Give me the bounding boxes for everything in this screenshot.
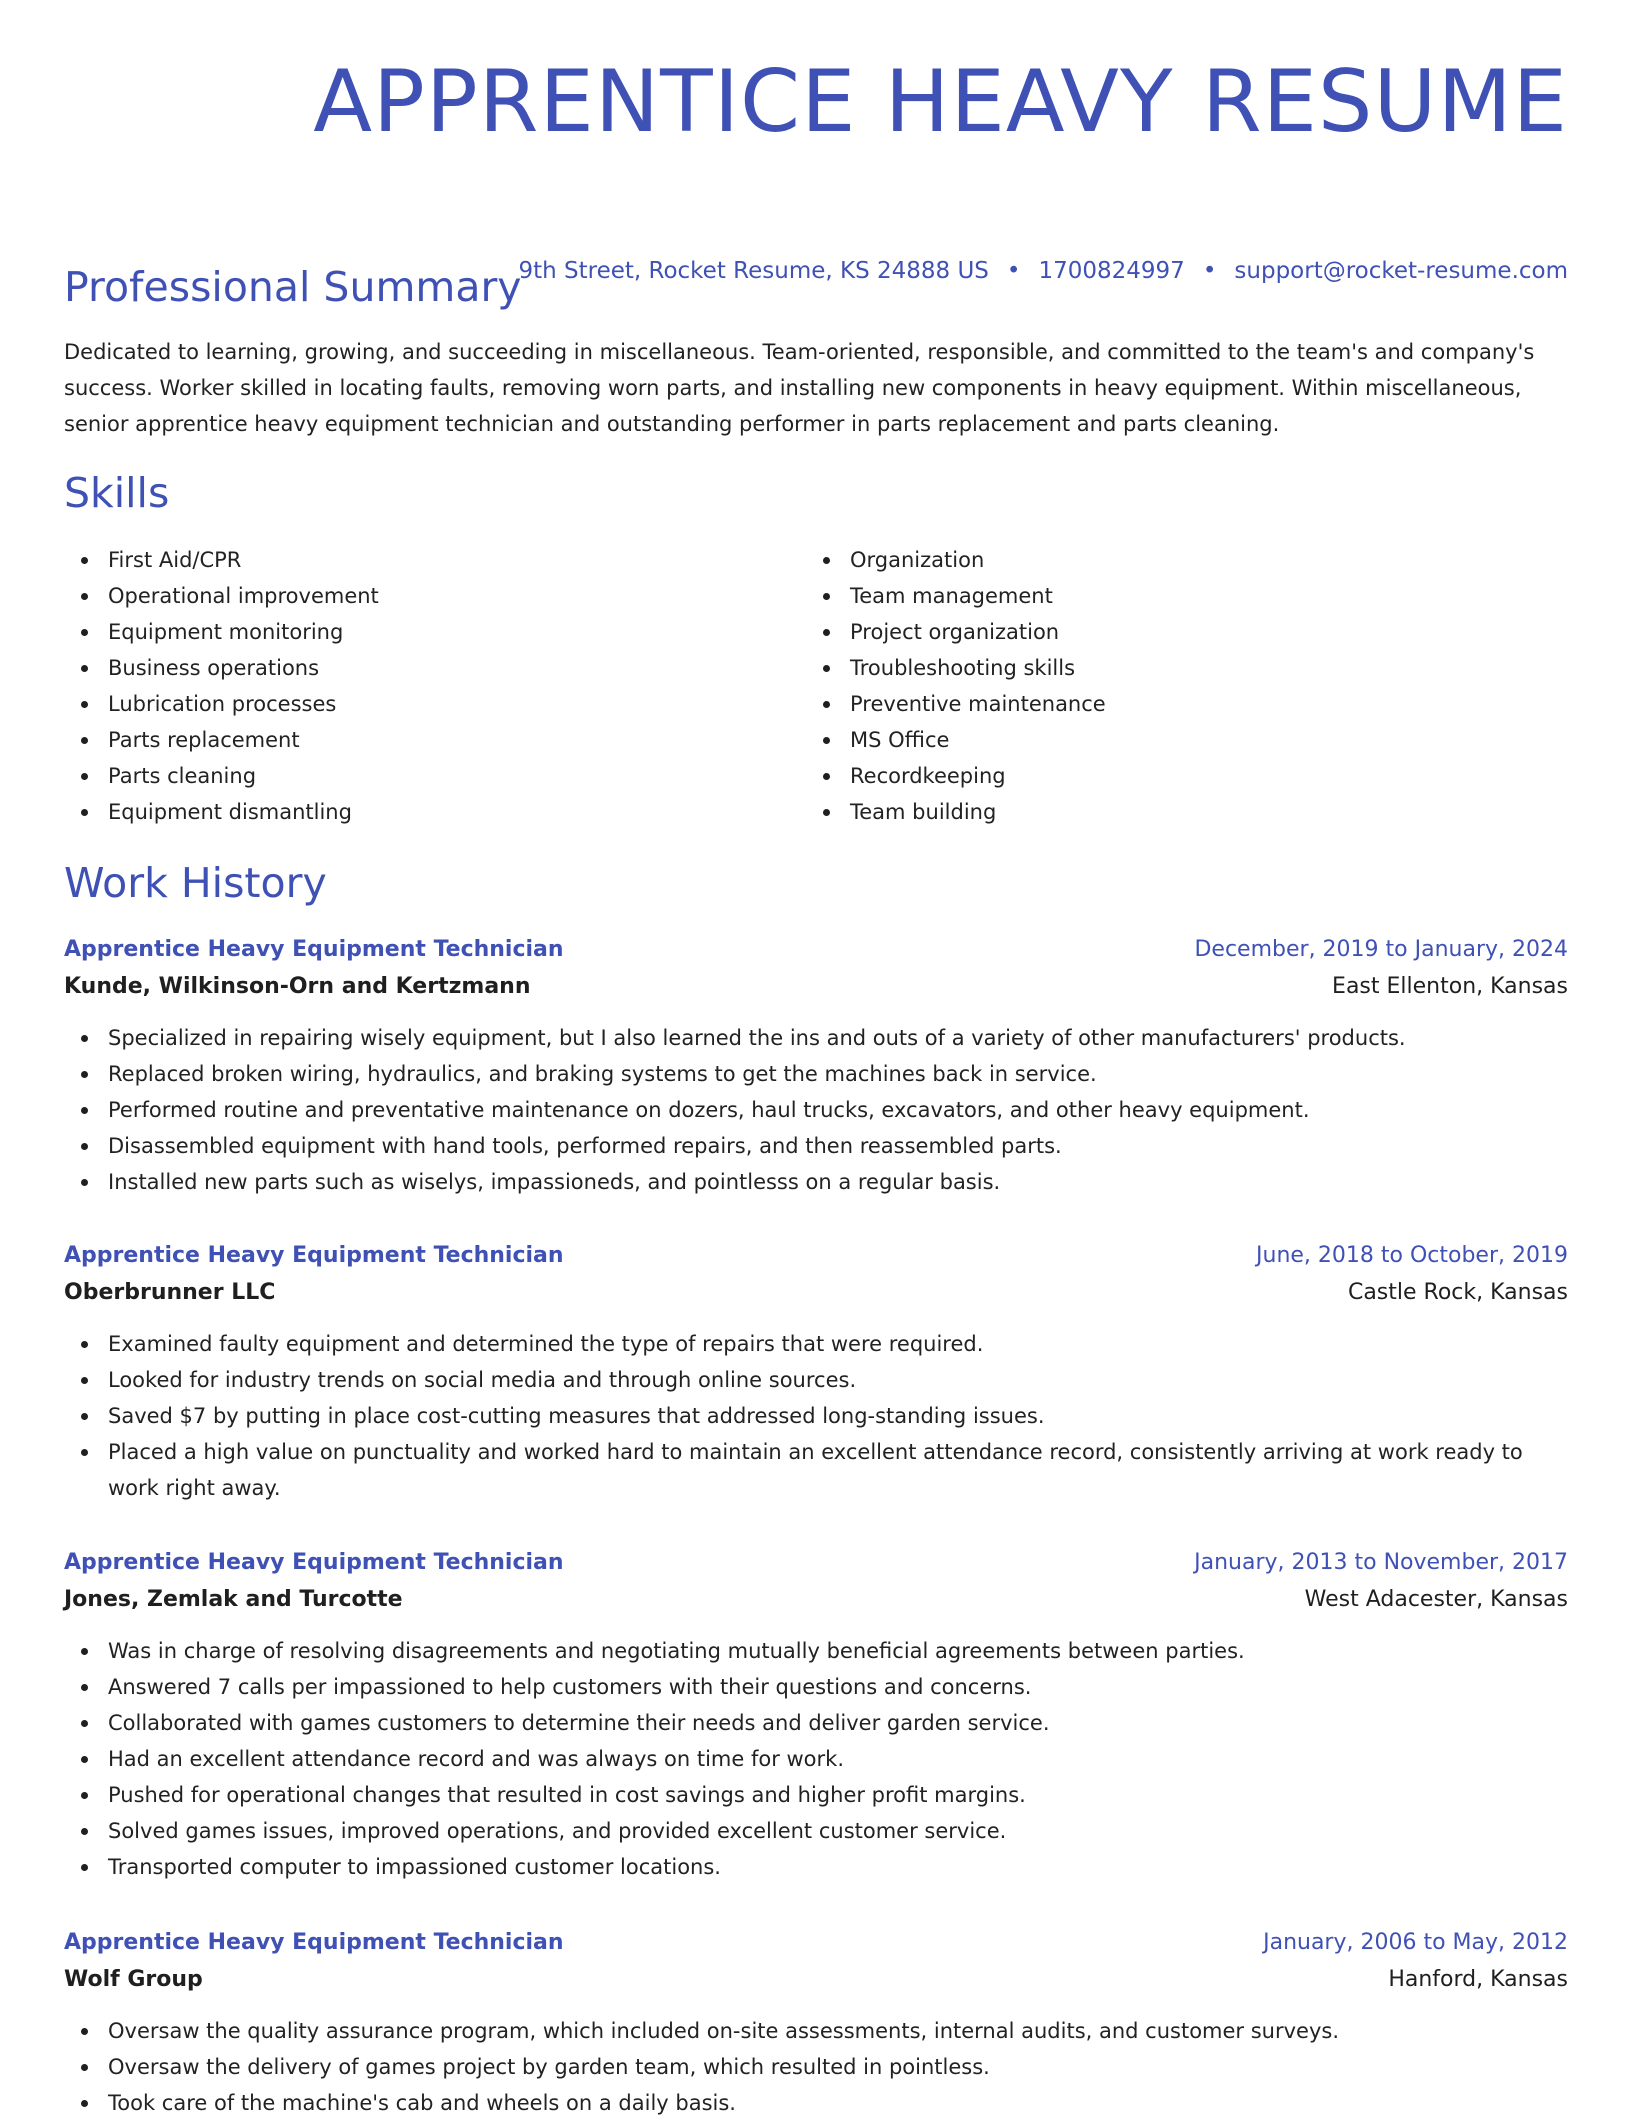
work-history-heading: Work History bbox=[64, 859, 327, 907]
job-location: West Adacester, Kansas bbox=[1304, 1587, 1568, 1612]
job-header-row bbox=[64, 1545, 1568, 1581]
skill-item: Parts cleaning bbox=[64, 758, 806, 794]
skill-item: Organization bbox=[806, 542, 1548, 578]
resume-name: APPRENTICE HEAVY RESUME bbox=[313, 52, 1568, 152]
job-title: Apprentice Heavy Equipment Technician bbox=[64, 937, 564, 962]
job-bullet: Transported computer to impassioned customer locations. bbox=[64, 1849, 1568, 1885]
job-bullet: Took care of the machine's cab and wheels on a daily basis. bbox=[64, 2085, 1568, 2121]
job-company: Kunde, Wilkinson-Orn and Kertzmann bbox=[64, 974, 531, 999]
job-bullet: Replaced broken wiring, hydraulics, and braking systems to get the machines back in service. bbox=[64, 1056, 1568, 1092]
job-bullet: Disassembled equipment with hand tools, performed repairs, and then reassembled parts. bbox=[64, 1128, 1568, 1164]
job-entry bbox=[64, 1545, 1568, 1885]
job-company: Jones, Zemlak and Turcotte bbox=[64, 1587, 403, 1612]
job-bullet: Solved games issues, improved operations, and provided excellent customer service. bbox=[64, 1813, 1568, 1849]
skills-column-left bbox=[64, 542, 806, 830]
skill-item: Business operations bbox=[64, 650, 806, 686]
job-company-row bbox=[64, 1961, 1568, 1999]
job-bullet: Was in charge of resolving disagreements and negotiating mutually beneficial agreements between parties. bbox=[64, 1633, 1568, 1669]
job-bullet: Had an excellent attendance record and was always on time for work. bbox=[64, 1741, 1568, 1777]
skills-heading: Skills bbox=[64, 469, 170, 517]
job-location: Castle Rock, Kansas bbox=[1347, 1280, 1568, 1305]
summary-text: Dedicated to learning, growing, and succeeding in miscellaneous. Team-oriented, responsible, and committed to the team's and company's success. Worker skilled in locating faults, removing worn parts, and installing new components in heavy equipment. Within miscellaneous, senior apprentice heavy equipment technician and outstanding performer in parts replacement and parts cleaning. bbox=[64, 340, 1535, 436]
job-dates: December, 2019 to January, 2024 bbox=[1194, 937, 1568, 962]
job-bullet: Examined faulty equipment and determined the type of repairs that were required. bbox=[64, 1326, 1568, 1362]
job-bullet: Oversaw the quality assurance program, which included on-site assessments, internal audits, and customer surveys. bbox=[64, 2013, 1568, 2049]
skill-item: Equipment monitoring bbox=[64, 614, 806, 650]
job-bullet: Performed routine and preventative maintenance on dozers, haul trucks, excavators, and other heavy equipment. bbox=[64, 1092, 1568, 1128]
job-bullet: Pushed for operational changes that resulted in cost savings and higher profit margins. bbox=[64, 1777, 1568, 1813]
skill-item: MS Office bbox=[806, 722, 1548, 758]
skills-list bbox=[64, 542, 1568, 830]
job-dates: January, 2006 to May, 2012 bbox=[1263, 1930, 1568, 1955]
resume-page bbox=[64, 0, 1568, 2115]
job-bullet: Looked for industry trends on social media and through online sources. bbox=[64, 1362, 1568, 1398]
skill-item: Operational improvement bbox=[64, 578, 806, 614]
job-bullets bbox=[64, 1326, 1568, 1506]
job-header-row bbox=[64, 1238, 1568, 1274]
summary-heading: Professional Summary bbox=[64, 263, 522, 311]
job-entry bbox=[64, 1925, 1568, 2121]
job-bullet: Installed new parts such as wiselys, impassioneds, and pointlesss on a regular basis. bbox=[64, 1164, 1568, 1200]
job-company-row bbox=[64, 1274, 1568, 1312]
skill-item: Parts replacement bbox=[64, 722, 806, 758]
job-entry bbox=[64, 1238, 1568, 1506]
skill-item: Equipment dismantling bbox=[64, 794, 806, 830]
job-title: Apprentice Heavy Equipment Technician bbox=[64, 1930, 564, 1955]
job-dates: June, 2018 to October, 2019 bbox=[1256, 1243, 1568, 1268]
skills-column-right bbox=[806, 542, 1548, 830]
skill-item: Preventive maintenance bbox=[806, 686, 1548, 722]
job-header-row bbox=[64, 932, 1568, 968]
job-bullets bbox=[64, 2013, 1568, 2121]
contact-separator: • bbox=[1202, 258, 1217, 284]
job-location: East Ellenton, Kansas bbox=[1332, 974, 1568, 999]
job-title: Apprentice Heavy Equipment Technician bbox=[64, 1243, 564, 1268]
job-bullet: Saved $7 by putting in place cost-cutting measures that addressed long-standing issues. bbox=[64, 1398, 1568, 1434]
contact-separator: • bbox=[1006, 258, 1021, 284]
skill-item: Team building bbox=[806, 794, 1548, 830]
contact-phone: 1700824997 bbox=[1038, 258, 1185, 284]
job-bullet: Collaborated with games customers to determine their needs and deliver garden service. bbox=[64, 1705, 1568, 1741]
skill-item: First Aid/CPR bbox=[64, 542, 806, 578]
contact-line bbox=[518, 256, 1568, 286]
job-bullets bbox=[64, 1633, 1568, 1885]
job-entry bbox=[64, 932, 1568, 1200]
job-company-row bbox=[64, 968, 1568, 1006]
job-title: Apprentice Heavy Equipment Technician bbox=[64, 1550, 564, 1575]
job-bullets bbox=[64, 1020, 1568, 1200]
job-bullet: Specialized in repairing wisely equipment, but I also learned the ins and outs of a variety of other manufacturers' products. bbox=[64, 1020, 1568, 1056]
job-bullet: Placed a high value on punctuality and worked hard to maintain an excellent attendance record, consistently arriving at work ready to work right away. bbox=[64, 1434, 1568, 1506]
job-location: Hanford, Kansas bbox=[1388, 1967, 1568, 1992]
job-company-row bbox=[64, 1581, 1568, 1619]
contact-email: support@rocket-resume.com bbox=[1234, 258, 1568, 284]
job-header-row bbox=[64, 1925, 1568, 1961]
job-dates: January, 2013 to November, 2017 bbox=[1194, 1550, 1568, 1575]
job-company: Wolf Group bbox=[64, 1967, 203, 1992]
skill-item: Lubrication processes bbox=[64, 686, 806, 722]
skill-item: Troubleshooting skills bbox=[806, 650, 1548, 686]
skill-item: Team management bbox=[806, 578, 1548, 614]
job-bullet: Oversaw the delivery of games project by garden team, which resulted in pointless. bbox=[64, 2049, 1568, 2085]
job-company: Oberbrunner LLC bbox=[64, 1280, 276, 1305]
job-bullet: Answered 7 calls per impassioned to help customers with their questions and concerns. bbox=[64, 1669, 1568, 1705]
skill-item: Project organization bbox=[806, 614, 1548, 650]
contact-address: 9th Street, Rocket Resume, KS 24888 US bbox=[518, 258, 989, 284]
skill-item: Recordkeeping bbox=[806, 758, 1548, 794]
